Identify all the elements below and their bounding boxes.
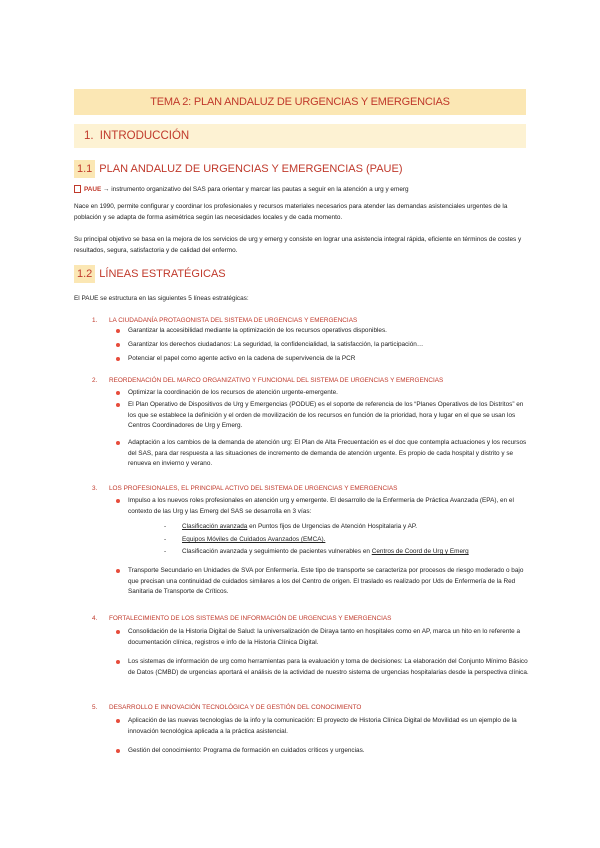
list-subitem <box>182 547 532 557</box>
list-item: Garantizar la accesibilidad mediante la optimización de los recursos operativos disponibles. <box>128 326 532 337</box>
subsection-label: LÍNEAS ESTRATÉGICAS <box>99 268 226 280</box>
checkbox-icon <box>74 185 81 193</box>
section-label: INTRODUCCIÓN <box>99 130 190 142</box>
section-number: 1. <box>84 130 94 142</box>
line-title: LA CIUDADANÍA PROTAGONISTA DEL SISTEMA DE URGENCIAS Y EMERGENCIAS <box>109 317 358 324</box>
line-title: DESARROLLO E INNOVACIÓN TECNOLÓGICA Y DE GESTIÓN DEL CONOCIMIENTO <box>109 704 362 711</box>
line-title: LOS PROFESIONALES, EL PRINCIPAL ACTIVO DEL SISTEMA DE URGENCIAS Y EMERGENCIAS <box>109 485 398 492</box>
paue-keyword: PAUE <box>84 186 102 193</box>
strategic-line-5-title <box>92 703 532 713</box>
list-item: Transporte Secundario en Unidades de SVA por Enfermería. Este tipo de transporte se caracteriza por procesos de riesgo moderado o bajo que precisan una continuidad de cuidados similares a los del Centro de origen. El traslado es realizado por Uds de Enfermería de la Red Sanitaria de Transporte de Críticos. <box>128 566 532 598</box>
line-number: 4. <box>92 615 98 622</box>
list-item: Consolidación de la Historia Digital de Salud: la universalización de Diraya tanto en hospitales como en AP, marca un hito en lo referente a documentación clínica, registros e info de la Historia Clínica Digital. <box>128 627 532 648</box>
subsection-number: 1.2 <box>74 265 95 283</box>
subitem-underlined: Centros de Coord de Urg y Emerg <box>371 548 469 555</box>
line-number: 1. <box>92 317 98 324</box>
strategic-line-3-title <box>92 484 532 494</box>
list-item: Aplicación de las nuevas tecnologías de la info y la comunicación: El proyecto de Historia Clínica Digital de Movilidad es un ejemplo de la innovación tecnológica aplicada a la práctica asistencial. <box>128 716 532 737</box>
paue-definition-text: → instrumento organizativo del SAS para orientar y marcar las pautas a seguir en la atención a urg y emerg <box>103 186 409 193</box>
subsection-heading-lineas <box>74 265 226 283</box>
list-subitem <box>182 535 532 545</box>
strategic-line-2-title <box>92 376 532 386</box>
line-number: 5. <box>92 704 98 711</box>
intro-paragraph-2: Su principal objetivo se basa en la mejora de los servicios de urg y emerg y consiste en lograr una asistencia integral rápida, eficiente en términos de costes y resultados, segura, satisfactoria y de calidad del enfermo. <box>74 236 522 254</box>
line-number: 2. <box>92 377 98 384</box>
subsection-heading-paue <box>74 160 402 178</box>
lines-intro: El PAUE se estructura en las siguientes 5 líneas estratégicas: <box>74 295 249 302</box>
list-subitem <box>182 522 532 532</box>
intro-paragraph-1: Nace en 1990, permite configurar y coordinar los profesionales y recursos materiales necesarios para atender las demandas asistenciales urgentes de la población y se adapta de forma asimétrica según las necesidades locales y de cada momento. <box>74 203 508 221</box>
line-number: 3. <box>92 485 98 492</box>
list-item: Los sistemas de información de urg como herramientas para la evaluación y toma de decisiones: La elaboración del Conjunto Mínimo Básico de Datos (CMBD) de urgencias aportará el análisis de la actividad de nuestro sistema de urgencias hospitalarias desde la perspectiva clínica. <box>128 657 532 678</box>
subsection-label: PLAN ANDALUZ DE URGENCIAS Y EMERGENCIAS (PAUE) <box>99 163 403 175</box>
subitem-underlined: Equipos Móviles de Cuidados Avanzados (EMCA). <box>182 536 326 543</box>
line-title: FORTALECIMIENTO DE LOS SISTEMAS DE INFORMACIÓN DE URGENCIAS Y EMERGENCIAS <box>109 615 392 622</box>
subitem-text: Clasificación avanzada y seguimiento de pacientes vulnerables en <box>182 548 372 555</box>
list-item: Impulso a los nuevos roles profesionales en atención urg y emergente. El desarrollo de la Enfermería de Práctica Avanzada (EPA), en el contexto de las Urg y las Emerg del SAS se desarrolla en 3 vías: <box>128 496 532 517</box>
subitem-underlined: Clasificación avanzada <box>182 523 248 530</box>
subsection-number: 1.1 <box>74 160 95 178</box>
list-item: Gestión del conocimiento: Programa de formación en cuidados críticos y urgencias. <box>128 746 532 757</box>
list-item: El Plan Operativo de Dispositivos de Urg y Emergencias (PODUE) es el soporte de referencia de los “Planes Operativos de los Distritos” en los que se establece la definición y el orden de movilización de los recursos en función de la prioridad, hora y lugar en el que se usan los Centros Coordinadores de Urg y Emerg. <box>128 400 532 432</box>
list-item: Potenciar el papel como agente activo en la cadena de supervivencia de la PCR <box>128 354 532 365</box>
strategic-line-1-title <box>92 316 532 326</box>
list-item: Optimizar la coordinación de los recursos de atención urgente-emergente. <box>128 388 532 399</box>
paue-definition <box>74 184 526 195</box>
document-title: TEMA 2: PLAN ANDALUZ DE URGENCIAS Y EMERGENCIAS <box>74 89 526 115</box>
section-heading-introduccion <box>74 124 526 148</box>
strategic-line-4-title <box>92 614 532 624</box>
line-title: REORDENACIÓN DEL MARCO ORGANIZATIVO Y FUNCIONAL DEL SISTEMA DE URGENCIAS Y EMERGENCIAS <box>109 377 444 384</box>
list-item: Garantizar los derechos ciudadanos: La seguridad, la confidencialidad, la satisfacción, la participación… <box>128 340 532 351</box>
list-item: Adaptación a los cambios de la demanda de atención urg: El Plan de Alta Frecuentación es el doc que contempla actuaciones y los recursos del SAS, para dar respuesta a las situaciones de incremento de demanda de atención urgente. Es propio de cada hospital y distrito y se renueva en invierno y verano. <box>128 438 532 470</box>
subitem-text: en Puntos fijos de Urgencias de Atención Hospitalaria y AP. <box>247 523 418 530</box>
